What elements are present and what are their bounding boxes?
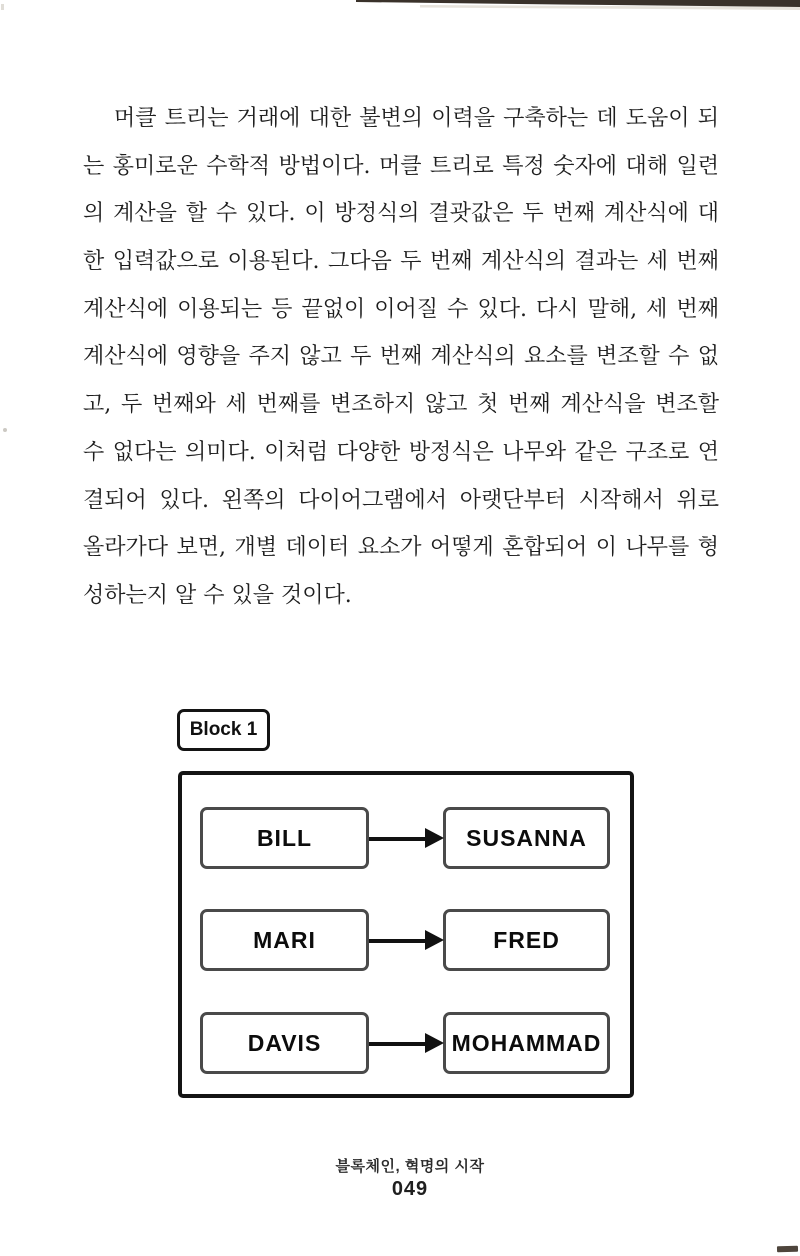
arrow-head (425, 828, 444, 848)
footer-book-title: 블록체인, 혁명의 시작 (335, 1158, 485, 1175)
block-label: Block 1 (177, 709, 270, 751)
arrow-shaft (369, 1042, 427, 1046)
paragraph-line: 머클 트리는 거래에 대한 불변의 이력을 구축하는 데 도움이 되 (114, 106, 719, 131)
paragraph-line: 고, 두 번째와 세 번째를 변조하지 않고 첫 번째 계산식을 변조할 (83, 392, 719, 418)
node-box: BILL (200, 807, 369, 869)
arrow-shaft (369, 939, 427, 943)
arrow-head (425, 1033, 444, 1053)
paragraph-line: 성하는지 알 수 있을 것이다. (83, 582, 352, 608)
scan-speck (3, 428, 7, 432)
arrow-right-icon (369, 930, 445, 951)
page-footer (0, 1155, 800, 1201)
arrow-right-icon (369, 1033, 445, 1054)
body-paragraph (83, 95, 719, 620)
paragraph-line: 한 입력값으로 이용된다. 그다음 두 번째 계산식의 결과는 세 번째 (83, 249, 719, 275)
paragraph-line: 올라가다 보면, 개별 데이터 요소가 어떻게 혼합되어 이 나무를 형 (83, 535, 719, 561)
paragraph-line: 수 없다는 의미다. 이처럼 다양한 방정식은 나무와 같은 구조로 연 (83, 439, 719, 465)
node-box: FRED (443, 909, 610, 971)
node-box: DAVIS (200, 1012, 369, 1074)
node-box: SUSANNA (443, 807, 610, 869)
paragraph-line: 계산식에 영향을 주지 않고 두 번째 계산식의 요소를 변조할 수 없 (83, 344, 719, 370)
scan-speck (1, 4, 4, 10)
node-box: MARI (200, 909, 369, 971)
arrow-head (425, 930, 444, 950)
scan-corner-mark (777, 1246, 798, 1253)
paragraph-line: 계산식에 이용되는 등 끝없이 이어질 수 있다. 다시 말해, 세 번째 (83, 296, 719, 322)
paragraph-line: 결되어 있다. 왼쪽의 다이어그램에서 아랫단부터 시작해서 위로 (83, 487, 719, 513)
page-number: 049 (391, 1178, 429, 1200)
paragraph-line: 의 계산을 할 수 있다. 이 방정식의 결괏값은 두 번째 계산식에 대 (83, 201, 719, 227)
node-box: MOHAMMAD (443, 1012, 610, 1074)
arrow-right-icon (369, 828, 445, 849)
scan-edge-artifact (0, 0, 800, 16)
arrow-shaft (369, 837, 427, 841)
paragraph-line: 는 홍미로운 수학적 방법이다. 머클 트리로 특정 숫자에 대해 일련 (83, 153, 719, 179)
